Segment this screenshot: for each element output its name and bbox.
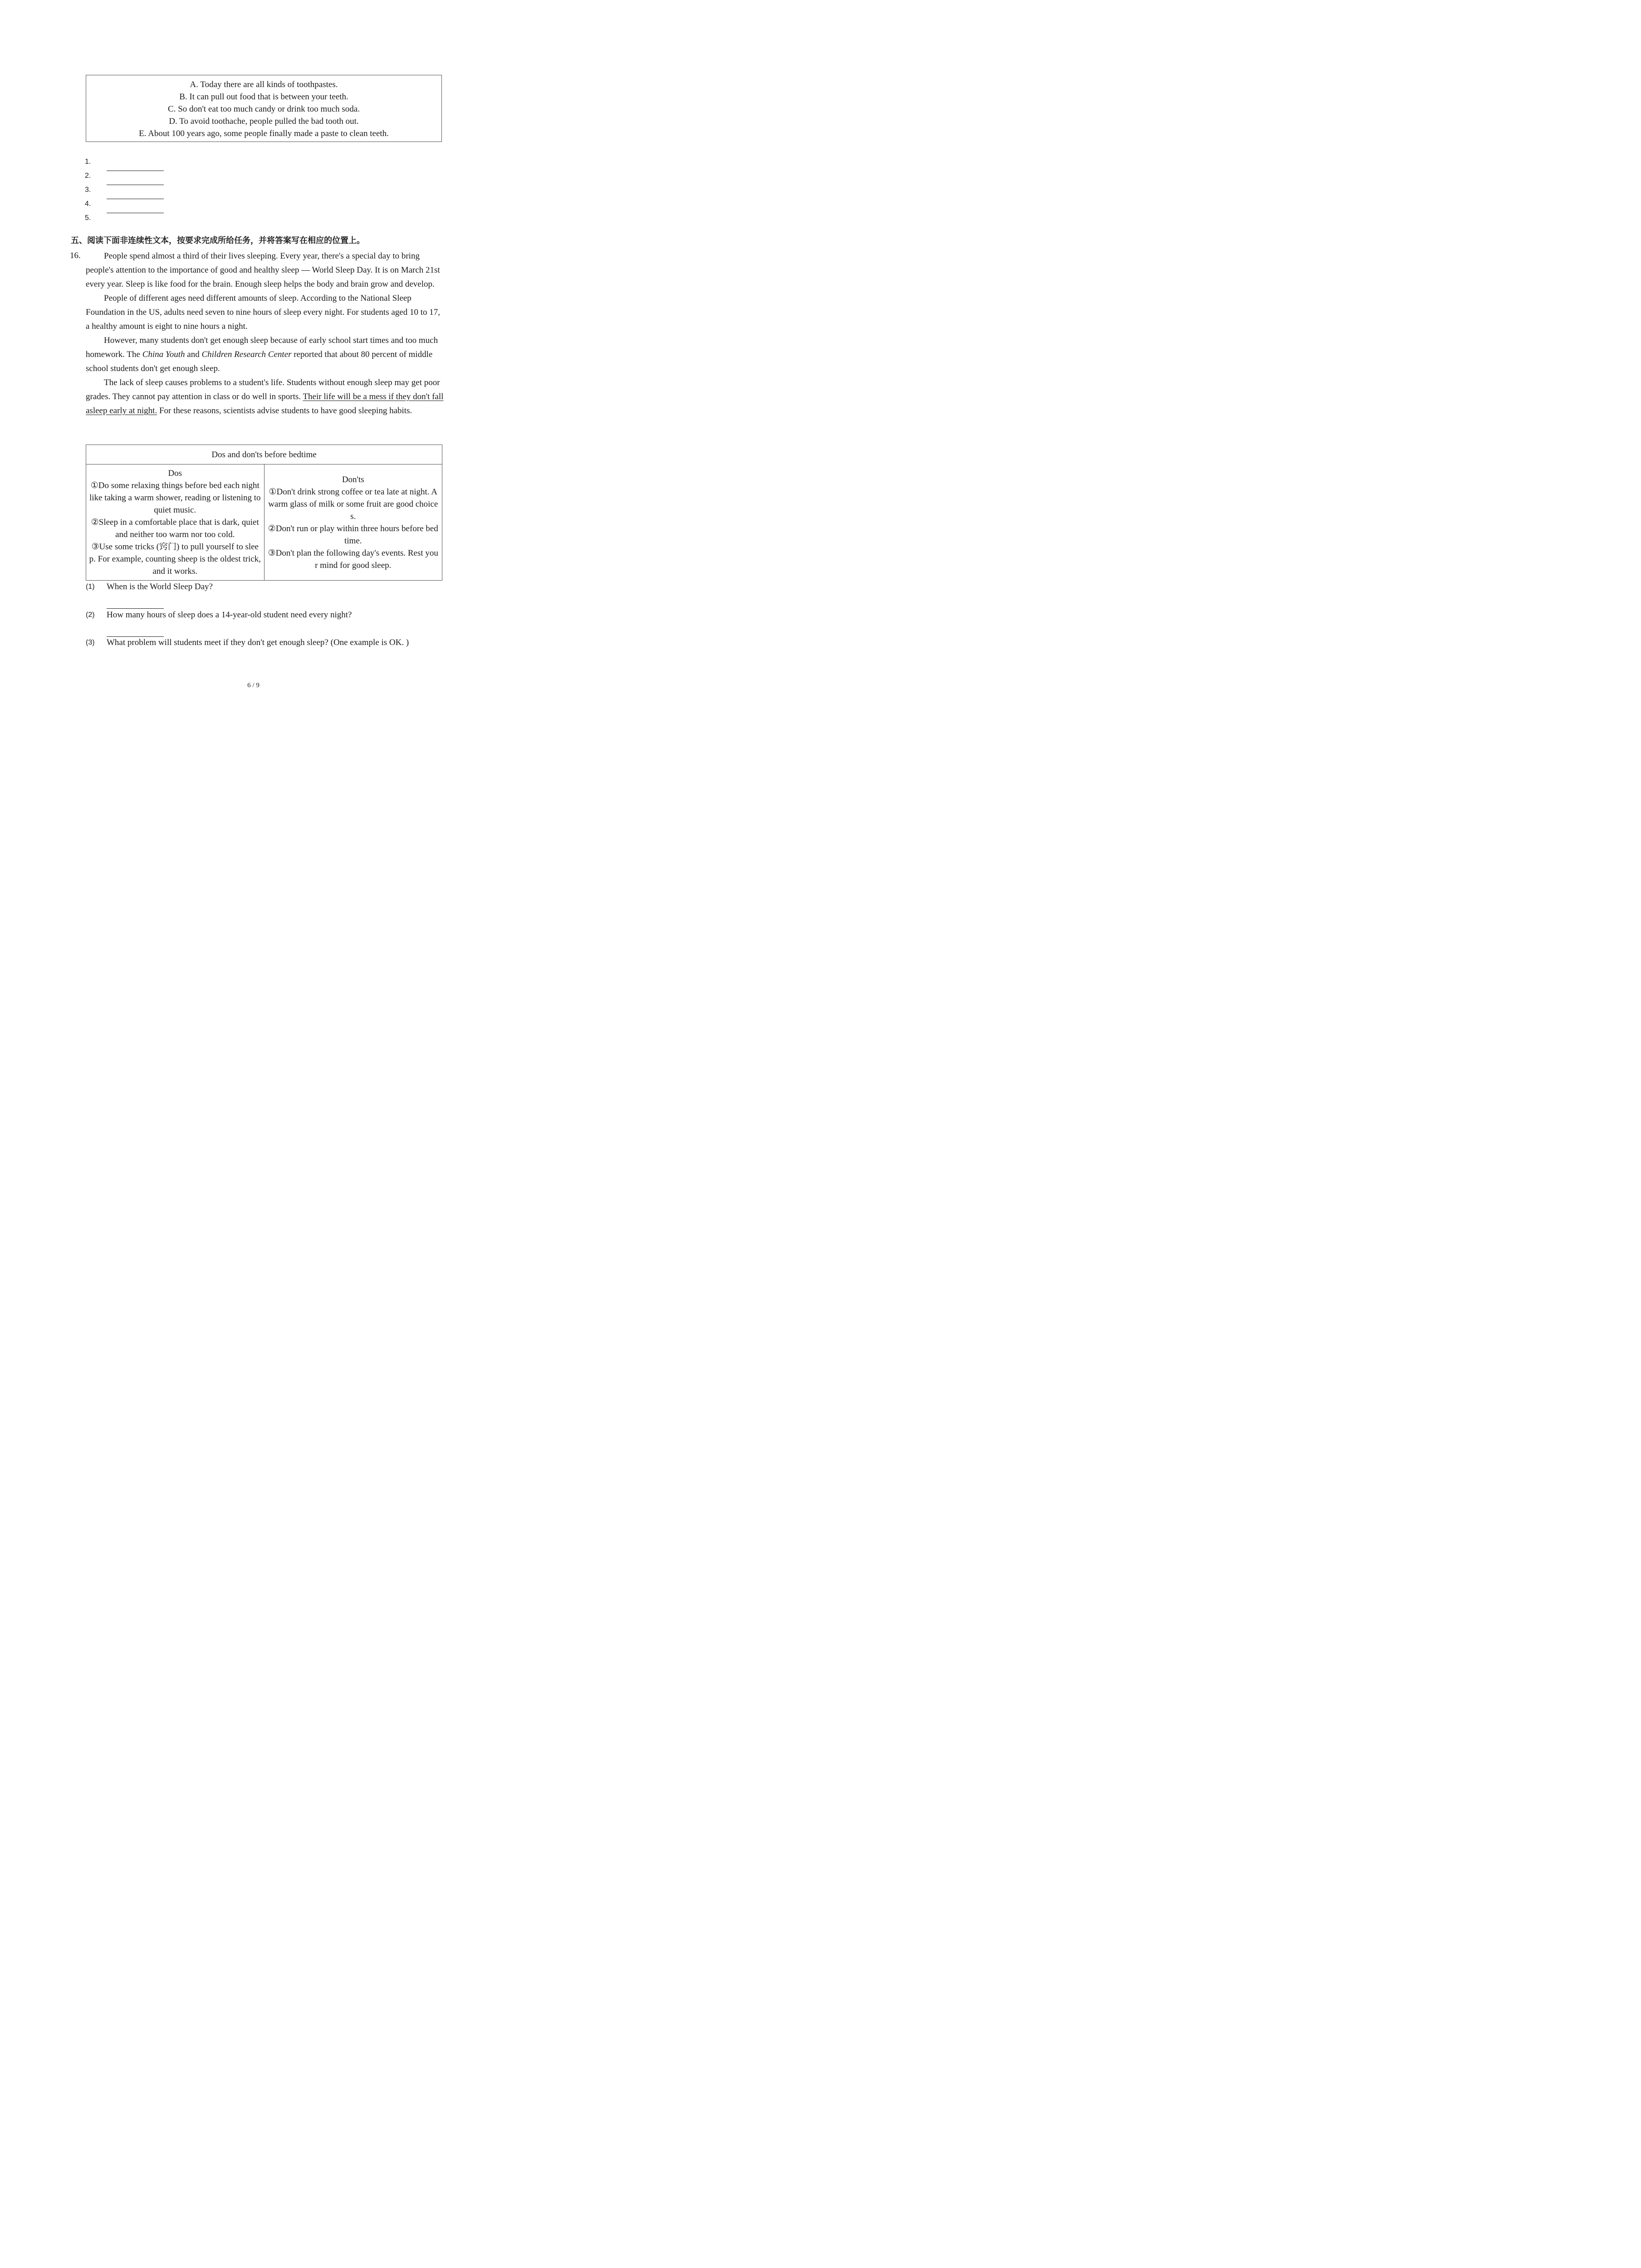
option-c: C. So don't eat too much candy or drink too much soda. — [168, 104, 360, 114]
option-e: E. About 100 years ago, some people finally made a paste to clean teeth. — [139, 129, 389, 138]
donts-item: ②Don't run or play within three hours before bedtime. — [268, 523, 438, 546]
option-d: D. To avoid toothache, people pulled the bad tooth out. — [169, 117, 359, 126]
answer-blank-1: 1. — [85, 158, 176, 172]
donts-heading: Don'ts — [342, 474, 364, 484]
reading-passage — [86, 249, 444, 418]
question-number: 16. — [70, 251, 81, 260]
answer-blank-4: 4. — [85, 200, 176, 214]
page-number: 6 / 9 — [247, 682, 260, 689]
italic-name: China Youth — [142, 350, 185, 359]
dos-column — [86, 464, 265, 581]
option-b: B. It can pull out food that is between your teeth. — [179, 92, 348, 102]
dos-item: ①Do some relaxing things before bed each night like taking a warm shower, reading or listening to quiet music. — [89, 481, 261, 515]
underlined-sentence: Their life will be a mess if they don't fall asleep early at night. — [86, 392, 444, 415]
answer-blank-2: 2. — [85, 172, 176, 186]
table-title: Dos and don'ts before bedtime — [86, 445, 442, 464]
section-title: 五、阅读下面非连续性文本，按要求完成所给任务，并将答案写在相应的位置上。 — [71, 236, 365, 245]
dos-heading: Dos — [168, 469, 182, 478]
paragraph-4: The lack of sleep causes problems to a student's life. Students without enough sleep may get poor grades. They cannot pay attention in class or do well in sports. Their life will be a mess if they don't fall asleep early at night. For these reasons, scientists advise students to have good sleeping habits. — [86, 378, 444, 415]
donts-item: ③Don't plan the following day's events. Rest your mind for good sleep. — [268, 548, 438, 570]
options-box — [86, 75, 442, 142]
dos-donts-table — [86, 445, 442, 581]
dos-item: ③Use some tricks (窍门) to pull yourself to sleep. For example, counting sheep is the oldest trick, and it works. — [89, 542, 261, 576]
answer-line[interactable] — [107, 636, 164, 637]
paragraph-1: People spend almost a third of their lives sleeping. Every year, there's a special day to bring people's attention to the importance of good and healthy sleep — World Sleep Day. It is on March 21st every year. Sleep is like food for the brain. Enough sleep helps the body and brain grow and develop. — [86, 251, 440, 289]
paragraph-2: People of different ages need different amounts of sleep. According to the National Sleep Foundation in the US, adults need seven to nine hours of sleep every night. For students aged 10 to 17, a healthy amount is eight to nine hours a night. — [86, 293, 440, 331]
answer-blank-3: 3. — [85, 186, 176, 200]
paragraph-3: However, many students don't get enough sleep because of early school start times and too much homework. The China Youth and Children Research Center reported that about 80 percent of middle school students don't get enough sleep. — [86, 336, 438, 373]
italic-name: Children Research Center — [201, 350, 292, 359]
answer-blank-5: 5. — [85, 214, 91, 222]
answer-line[interactable] — [107, 608, 164, 609]
option-a: A. Today there are all kinds of toothpastes. — [190, 80, 338, 89]
dos-item: ②Sleep in a comfortable place that is dark, quiet and neither too warm nor too cold. — [91, 518, 259, 539]
donts-column — [264, 464, 442, 581]
donts-item: ①Don't drink strong coffee or tea late at night. A warm glass of milk or some fruit are good choices. — [268, 487, 438, 521]
